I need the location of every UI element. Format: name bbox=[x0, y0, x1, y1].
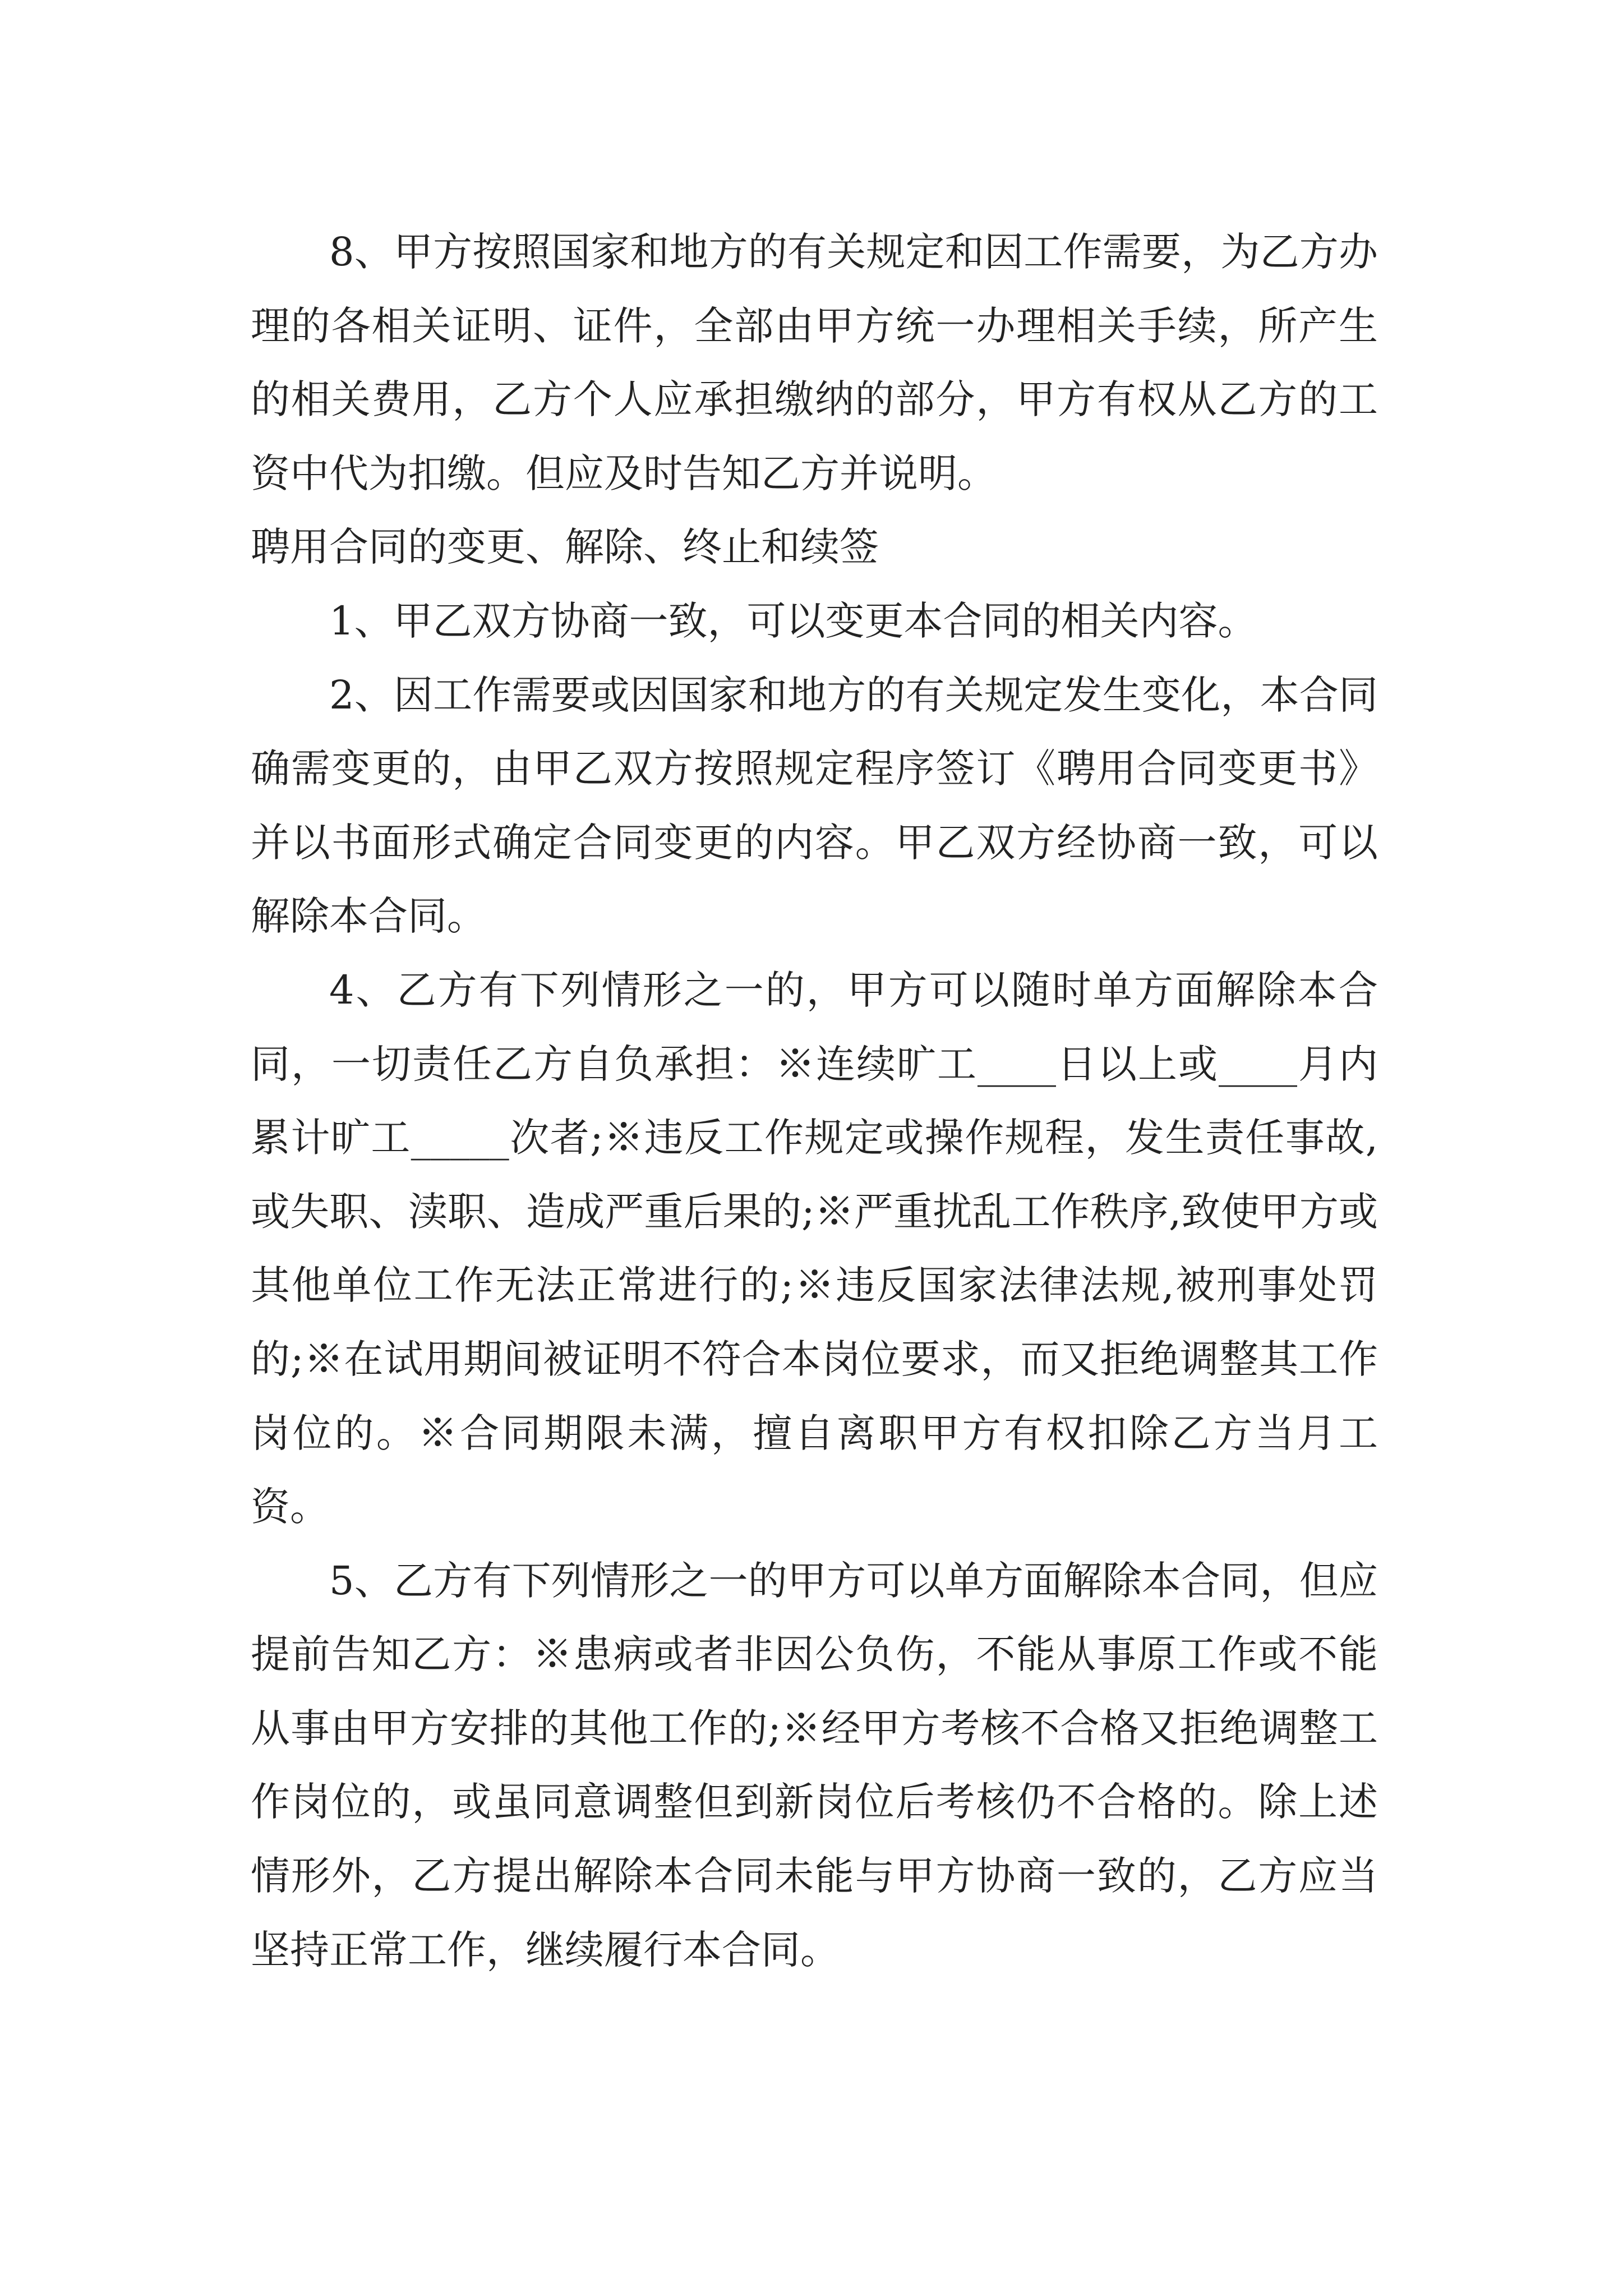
clause-8-paragraph: 8、甲方按照国家和地方的有关规定和因工作需要，为乙方办理的各相关证明、证件，全部由甲方统一办理相关手续，所产生的相关费用，乙方个人应承担缴纳的部分，甲方有权从乙方的工资中代为扣缴。但应及时告知乙方并说明。 bbox=[251, 229, 1378, 496]
section-heading: 聘用合同的变更、解除、终止和续签 bbox=[251, 524, 879, 570]
clause-1-paragraph: 1、甲乙双方协商一致，可以变更本合同的相关内容。 bbox=[329, 597, 1257, 644]
clause-2-paragraph: 2、因工作需要或因国家和地方的有关规定发生变化，本合同确需变更的，由甲乙双方按照规定程序签订《聘用合同变更书》并以书面形式确定合同变更的内容。甲乙双方经协商一致，可以解除本合同。 bbox=[251, 671, 1378, 940]
clause-4-paragraph: 4、乙方有下列情形之一的，甲方可以随时单方面解除本合同，一切责任乙方自负承担：※连续旷工____日以上或____月内累计旷工_____次者;※违反工作规定或操作规程，发生责任事故,或失职、渎职、造成严重后果的;※严重扰乱工作秩序,致使甲方或其他单位工作无法正常进行的;※违反国家法律法规,被刑事处罚的;※在试用期间被证明不符合本岗位要求，而又拒绝调整其工作岗位的。※合同期限未满，擅自离职甲方有权扣除乙方当月工资。 bbox=[251, 967, 1378, 1530]
clause-5-paragraph: 5、乙方有下列情形之一的甲方可以单方面解除本合同，但应提前告知乙方：※患病或者非因公负伤，不能从事原工作或不能从事由甲方安排的其他工作的;※经甲方考核不合格又拒绝调整工作岗位的，或虽同意调整但到新岗位后考核仍不合格的。除上述情形外，乙方提出解除本合同未能与甲方协商一致的，乙方应当坚持正常工作，继续履行本合同。 bbox=[251, 1557, 1378, 1973]
document-body bbox=[251, 215, 1378, 1987]
